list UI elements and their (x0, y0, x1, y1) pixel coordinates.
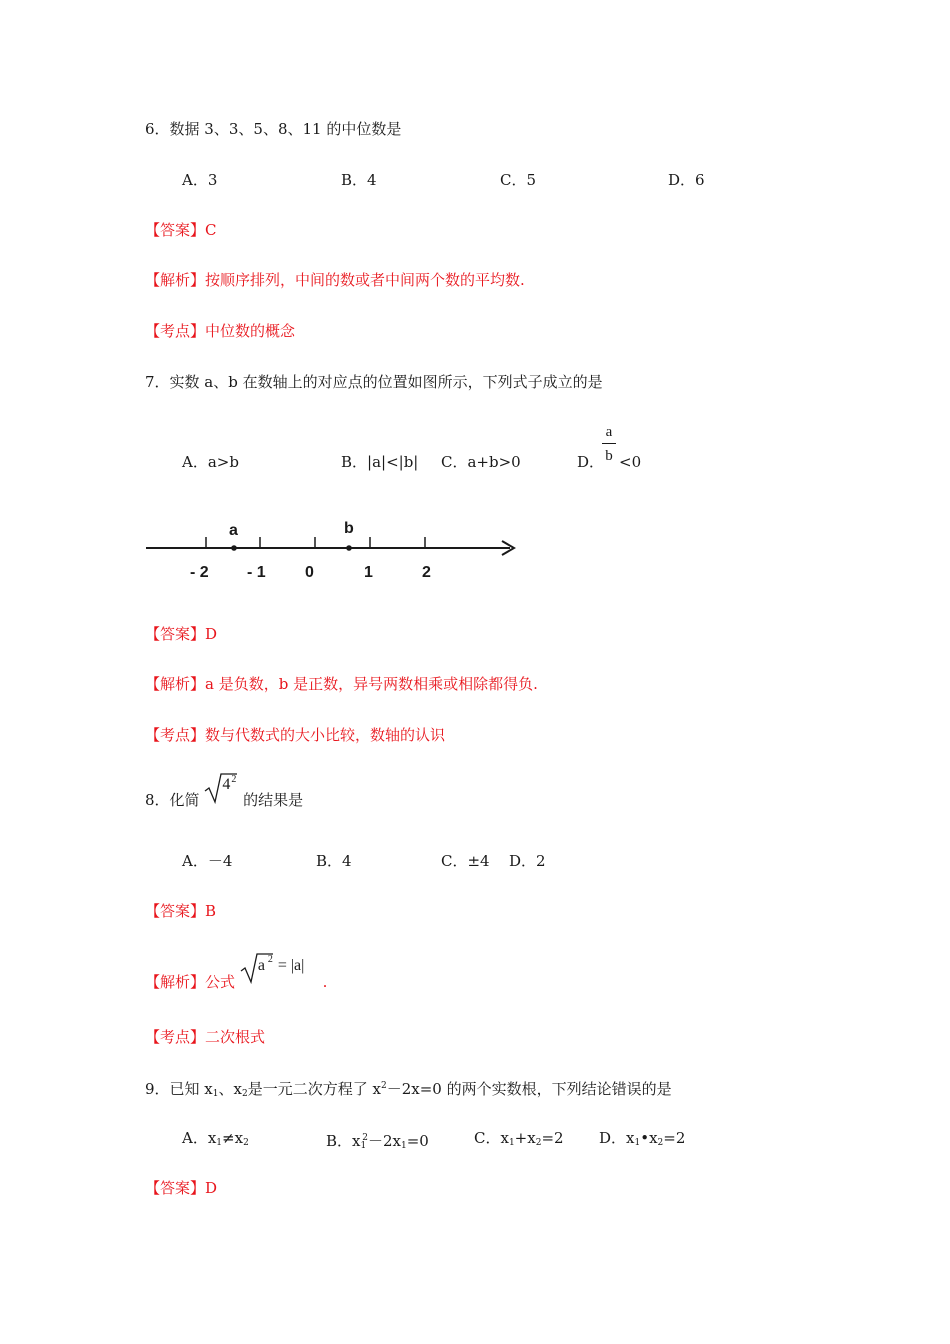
sqrt-radicand: 4 (222, 776, 231, 793)
q6-option-c: C．5 (500, 171, 537, 189)
tick-label-0: 0 (305, 564, 314, 581)
q9-answer: 【答案】D (145, 1179, 218, 1197)
q7-answer: 【答案】D (145, 625, 218, 643)
tick-label-neg2: - 2 (190, 564, 209, 581)
formula-radicand: a (257, 957, 265, 974)
q8-analysis: 【解析】公式 a 2 = |a| . (145, 969, 327, 991)
q9-option-c: C．$x_1+x_2=2$ (474, 1129, 564, 1148)
point-a-label: a (229, 522, 238, 539)
q9-option-b: B．$x_1^2-2x_1=0$ (326, 1132, 429, 1151)
q8-point: 【考点】二次根式 (145, 1028, 266, 1046)
q6-analysis: 【解析】按顺序排列，中间的数或者中间两个数的平均数. (145, 271, 525, 289)
q7-option-d-numerator: a (605, 424, 613, 440)
q7-option-d-relation: <0 (619, 453, 642, 471)
q6-option-a: A．3 (182, 171, 218, 189)
q7-point: 【考点】数与代数式的大小比较，数轴的认识 (145, 726, 446, 744)
q7-option-d-denominator: b (605, 448, 613, 464)
formula-rhs: = |a| (277, 957, 305, 974)
q7-option-d: D． (577, 453, 605, 471)
q6-option-b: B．4 (341, 171, 377, 189)
formula (240, 954, 318, 987)
point-b-label: b (344, 520, 354, 537)
q7-stem: 7．实数 a、b 在数轴上的对应点的位置如图所示，下列式子成立的是 (145, 373, 603, 391)
tick-label-1: 1 (364, 564, 373, 581)
point-a-dot (231, 545, 237, 551)
q7-option-c: C．a+b>0 (441, 453, 521, 471)
q7-analysis: 【解析】a 是负数，b 是正数，异号两数相乘或相除都得负. (145, 675, 538, 693)
q7-option-d-fraction-bar (602, 443, 616, 444)
q6-answer: 【答案】C (145, 221, 217, 239)
q6-option-d: D．6 (668, 171, 705, 189)
sqrt-exponent: 2 (231, 774, 237, 785)
q8-option-c: C．±4 (441, 852, 490, 870)
q7-option-b: B．|a|<|b| (341, 453, 419, 471)
q9-option-d: D．$x_1•x_2=2$ (599, 1129, 686, 1148)
q6-point: 【考点】中位数的概念 (145, 322, 296, 340)
point-b-dot (346, 545, 352, 551)
sqrt-expression (204, 774, 238, 805)
q8-option-d: D．2 (509, 852, 546, 870)
tick-label-2: 2 (422, 564, 431, 581)
tick-label-neg1: - 1 (247, 564, 266, 581)
q9-stem: 9．已知 $x_1$、$x_2$是一元二次方程了 $x^2-2x=0$ 的两个实数根，下列结论错误的是 (145, 1080, 672, 1099)
q7-option-a: A．a>b (182, 453, 239, 471)
q8-option-a: A．－4 (182, 852, 233, 870)
q8-answer: 【答案】B (145, 902, 217, 920)
q6-stem: 6．数据 3、3、5、8、11 的中位数是 (145, 120, 402, 138)
q9-option-a: A．$x_1\ne x_2$ (182, 1129, 249, 1148)
q8-option-b: B．4 (316, 852, 352, 870)
formula-exponent: 2 (267, 954, 273, 965)
q8-stem: 8．化简 4 2 的结果是 (145, 787, 303, 809)
